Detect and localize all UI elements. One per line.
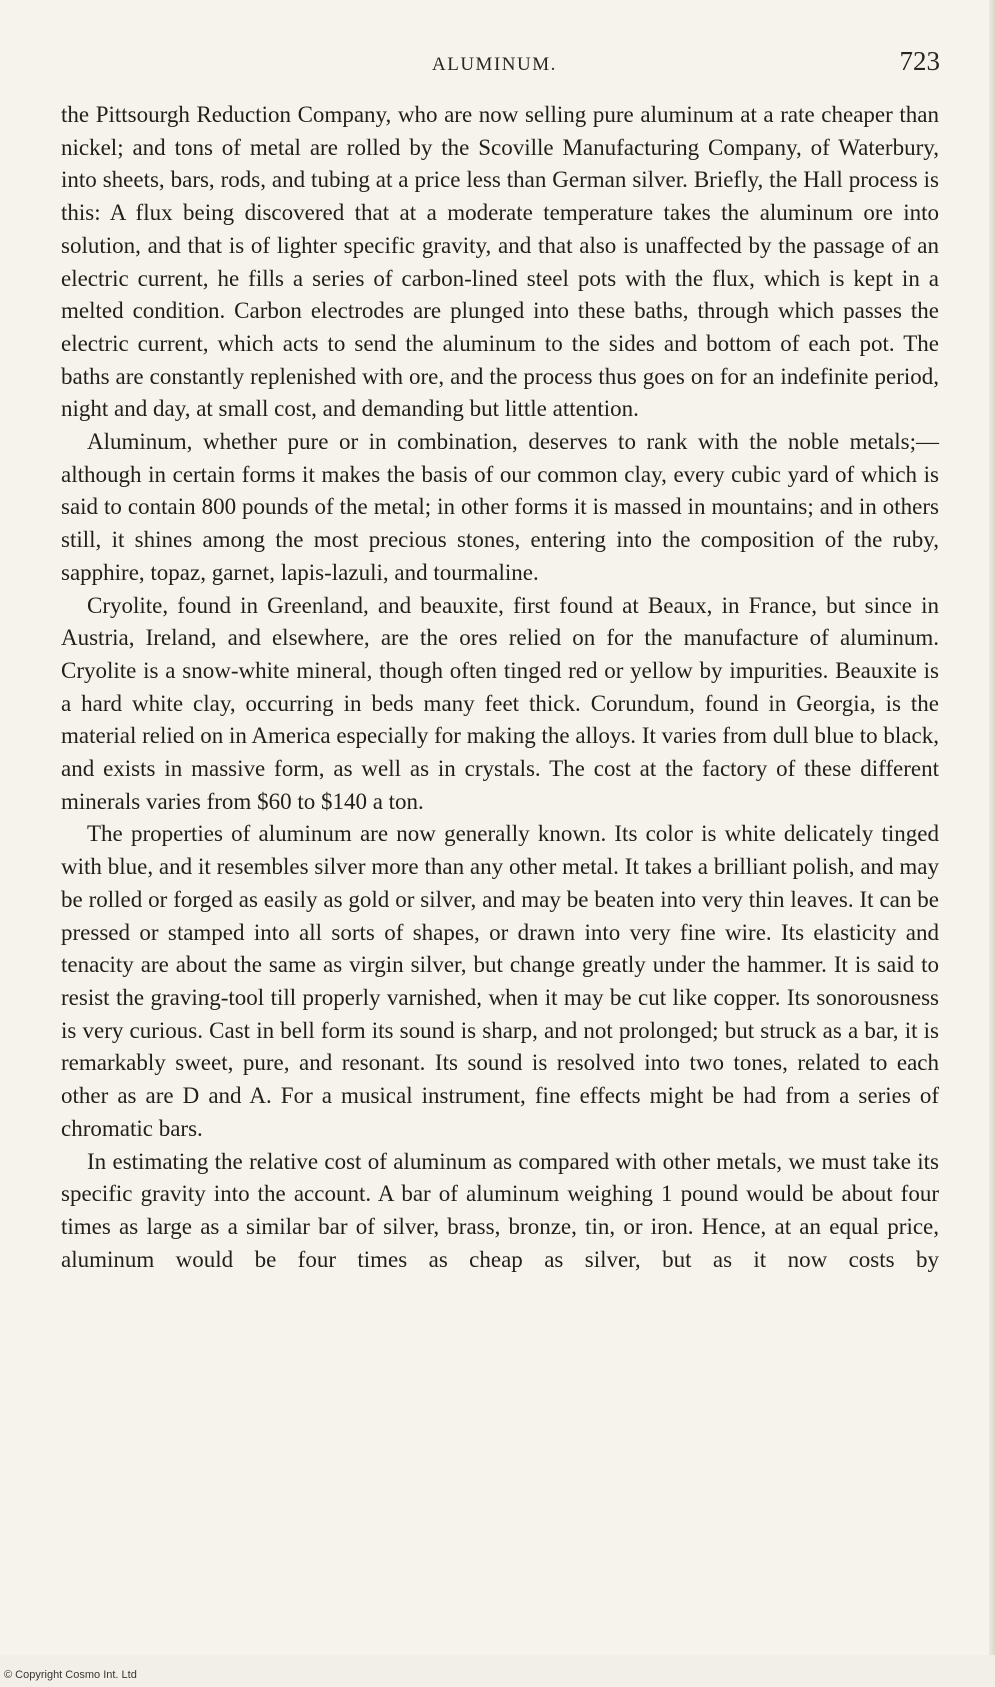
article-body: [61, 99, 939, 1276]
page-number: 723: [899, 46, 940, 76]
paragraph: the Pittsourgh Reduction Company, who are now selling pure aluminum at a rate cheaper than nickel; and tons of metal are rolled by the Scoville Manufacturing Company, of Waterbury, into sheets, bars, rods, and tubing at a price less than German silver. Briefly, the Hall process is this: A flux being discovered that at a moderate temperature takes the aluminum ore into solution, and that is of lighter specific gravity, and that also is unaffected by the passage of an electric current, he fills a series of carbon-lined steel pots with the flux, which is kept in a melted condition. Carbon electrodes are plunged into these baths, through which passes the electric current, which acts to send the aluminum to the sides and bottom of each pot. The baths are constantly replenished with ore, and the process thus goes on for an indefinite period, night and day, at small cost, and demanding but little attention.: [61, 102, 939, 422]
page-edge-shadow: [989, 0, 995, 1687]
page-header: [60, 46, 940, 86]
paragraph: The properties of aluminum are now generally known. Its color is white delicately tinged with blue, and it resembles silver more than any other metal. It takes a brilliant polish, and may be rolled or forged as easily as gold or silver, and may be beaten into very thin leaves. It can be pressed or stamped into all sorts of shapes, or drawn into very fine wire. Its elasticity and tenacity are about the same as virgin silver, but change greatly under the hammer. It is said to resist the graving-tool till properly varnished, when it may be cut like copper. Its sonorousness is very curious. Cast in bell form its sound is sharp, and not prolonged; but struck as a bar, it is remarkably sweet, pure, and resonant. Its sound is resolved into two tones, related to each other as are D and A. For a musical instrument, fine effects might be had from a series of chromatic bars.: [61, 821, 939, 1141]
paragraph: In estimating the relative cost of aluminum as compared with other metals, we must take its specific gravity into the account. A bar of aluminum weighing 1 pound would be about four times as large as a similar bar of silver, brass, bronze, tin, or iron. Hence, at an equal price, aluminum would be four times as cheap as silver, but as it now costs by: [61, 1148, 939, 1272]
copyright-notice: © Copyright Cosmo Int. Ltd: [4, 1669, 137, 1681]
footer-strip: [0, 1655, 995, 1687]
paragraph: Aluminum, whether pure or in combination, deserves to rank with the noble metals;—although in certain forms it makes the basis of our common clay, every cubic yard of which is said to contain 800 pounds of the metal; in other forms it is massed in mountains; and in others still, it shines among the most precious stones, entering into the composition of the ruby, sapphire, topaz, garnet, lapis-lazuli, and tourmaline.: [61, 429, 939, 585]
running-title: ALUMINUM.: [432, 54, 557, 75]
paragraph: Cryolite, found in Greenland, and beauxite, first found at Beaux, in France, but since in Austria, Ireland, and elsewhere, are the ores relied on for the manufacture of aluminum. Cryolite is a snow-white mineral, though often tinged red or yellow by impurities. Beauxite is a hard white clay, occurring in beds many feet thick. Corundum, found in Georgia, is the material relied on in America especially for making the alloys. It varies from dull blue to black, and exists in massive form, as well as in crystals. The cost at the factory of these different minerals varies from $60 to $140 a ton.: [61, 592, 939, 814]
